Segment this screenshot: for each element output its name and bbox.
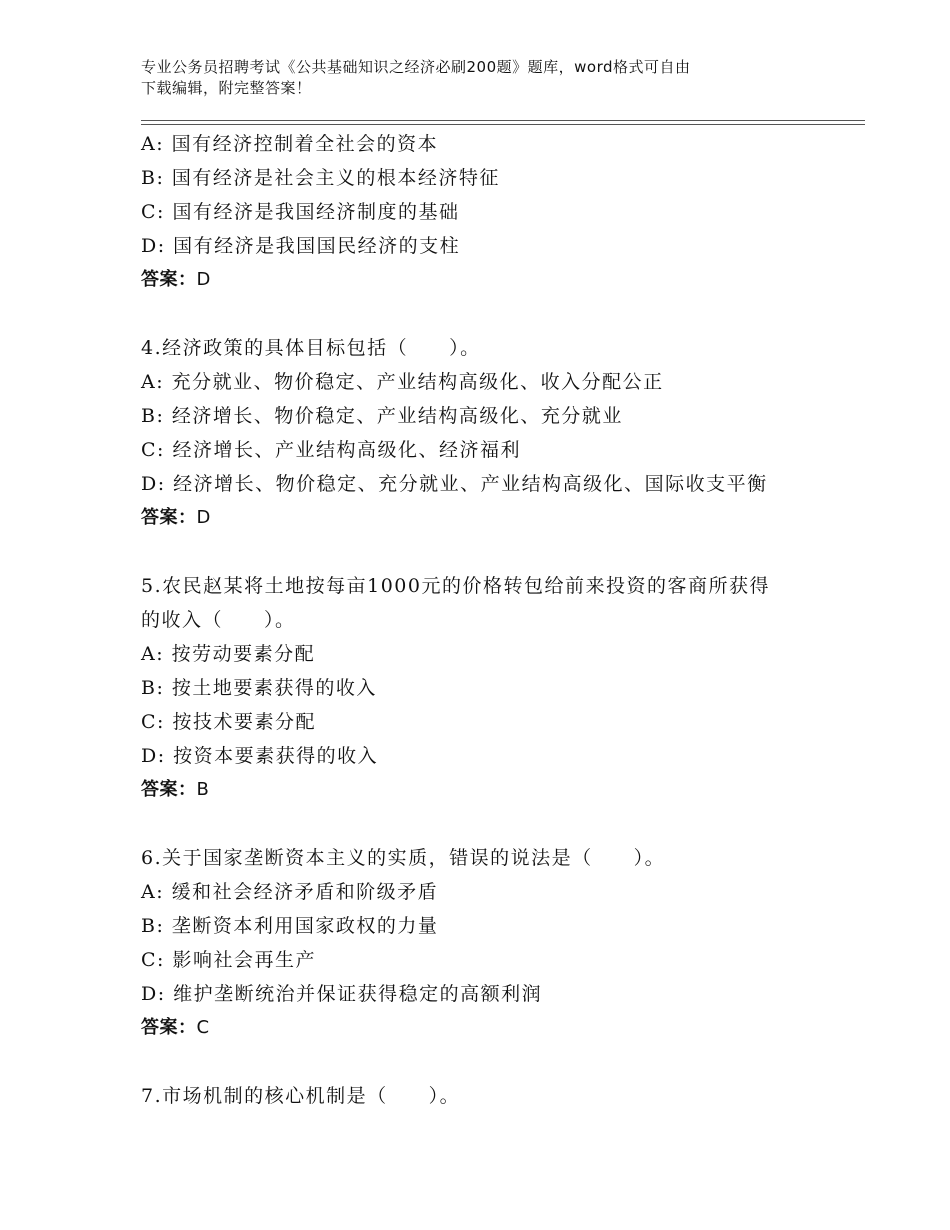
question-4 [141,331,841,535]
option-d: D: 国有经济是我国国民经济的支柱 [141,235,461,257]
answer-label: 答案： [141,507,197,528]
option-a: A: 充分就业、物价稳定、产业结构高级化、收入分配公正 [141,371,664,393]
spacer [141,297,841,331]
option-d: D: 经济增长、物价稳定、充分就业、产业结构高级化、国际收支平衡 [141,473,768,495]
header-line-2: 下载编辑，附完整答案！ [141,79,312,97]
answer-label: 答案： [141,269,197,290]
header-line-1: 专业公务员招聘考试《公共基础知识之经济必刷200题》题库，word格式可自由 [141,58,691,76]
question-text: 4.经济政策的具体目标包括（ ）。 [141,337,481,359]
spacer [141,807,841,841]
answer-value: C [196,1017,210,1038]
answer-label: 答案： [141,779,197,800]
document-body [141,127,841,1113]
question-6 [141,841,841,1045]
answer-value: B [196,779,210,800]
option-b: B: 按土地要素获得的收入 [141,677,377,699]
answer [141,263,841,297]
question-3-continuation [141,127,841,297]
question-text: 6.关于国家垄断资本主义的实质，错误的说法是（ ）。 [141,847,666,869]
option-c: C: 影响社会再生产 [141,949,316,971]
spacer [141,535,841,569]
answer [141,773,841,807]
spacer [141,1045,841,1079]
option-c: C: 国有经济是我国经济制度的基础 [141,201,460,223]
option-d: D: 按资本要素获得的收入 [141,745,379,767]
option-c: C: 按技术要素分配 [141,711,316,733]
option-a: A: 缓和社会经济矛盾和阶级矛盾 [141,881,439,903]
answer-value: D [196,269,211,290]
question-text-line-2: 的收入（ ）。 [141,609,296,631]
answer [141,1011,841,1045]
question-5 [141,569,841,807]
header-divider [141,120,865,125]
document-header [141,57,821,99]
question-7 [141,1079,841,1113]
option-b: B: 经济增长、物价稳定、产业结构高级化、充分就业 [141,405,623,427]
option-d: D: 维护垄断统治并保证获得稳定的高额利润 [141,983,543,1005]
answer [141,501,841,535]
answer-label: 答案： [141,1017,197,1038]
option-a: A: 国有经济控制着全社会的资本 [141,133,439,155]
option-b: B: 国有经济是社会主义的根本经济特征 [141,167,500,189]
option-b: B: 垄断资本利用国家政权的力量 [141,915,439,937]
answer-value: D [196,507,211,528]
question-text: 7.市场机制的核心机制是（ ）。 [141,1085,461,1107]
option-c: C: 经济增长、产业结构高级化、经济福利 [141,439,521,461]
option-a: A: 按劳动要素分配 [141,643,316,665]
question-text-line-1: 5.农民赵某将土地按每亩1000元的价格转包给前来投资的客商所获得 [141,575,770,597]
